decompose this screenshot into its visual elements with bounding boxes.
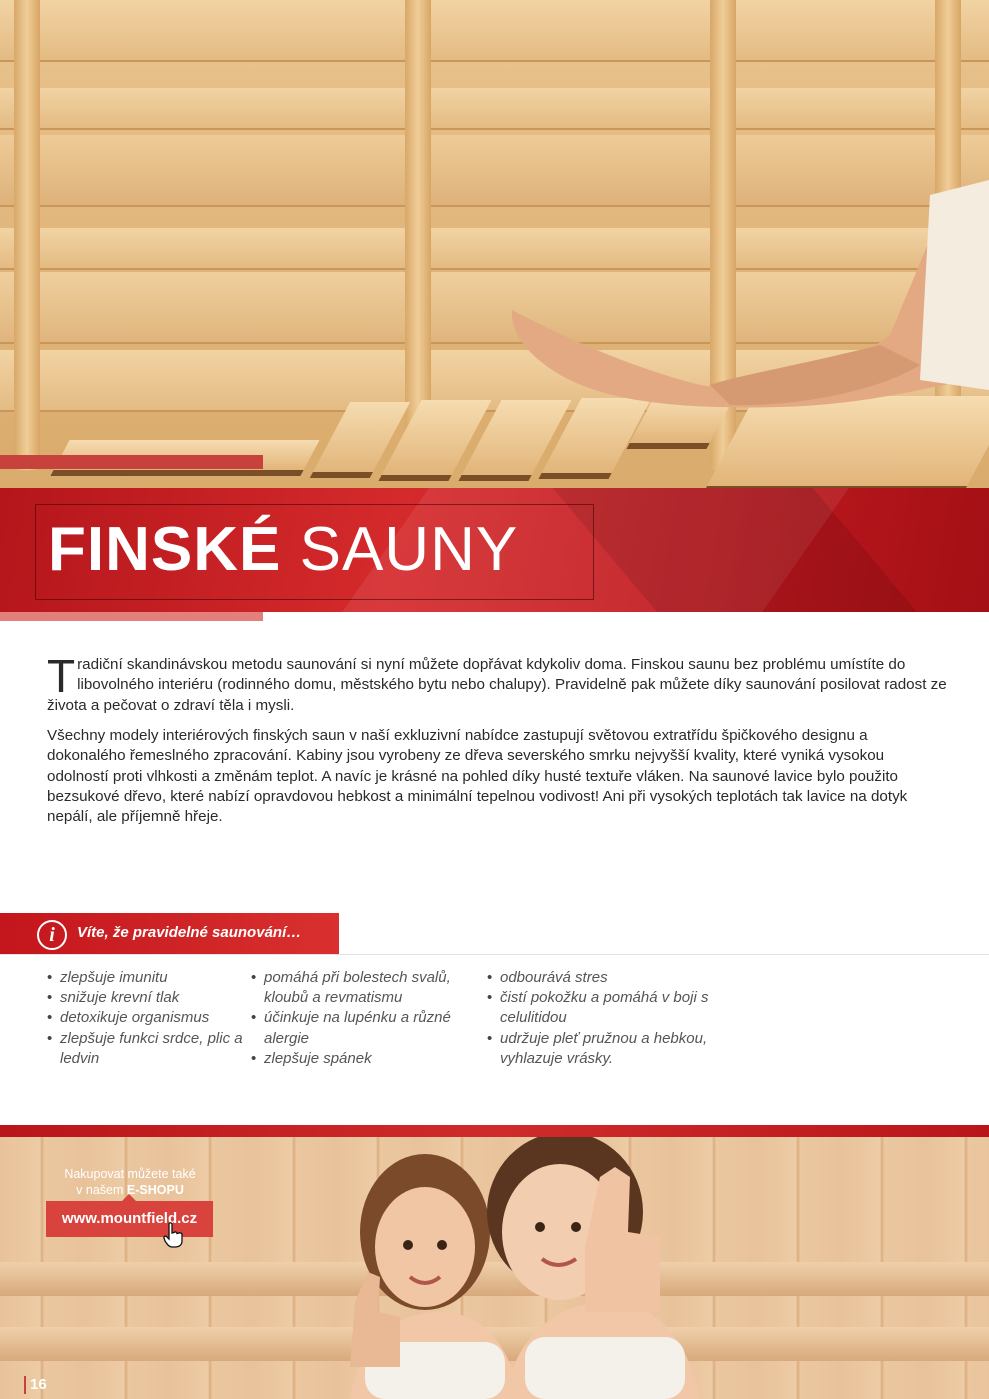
intro-text: radiční skandinávskou metodu saunování si nyní můžete dopřávat kdykoliv doma. Finskou saunu bez problému umístíte do libovolného interiéru (rodinného domu, městského bytu nebo chalupy). Pravidelně pak můžete díky saunování posilovat radost ze života a pečovat o zdraví těla i mysli. xyxy=(47,656,947,714)
accent-strip xyxy=(0,612,263,621)
list-item: • zlepšuje imunitu xyxy=(47,968,247,988)
intro-paragraph xyxy=(47,650,947,716)
body-paragraph: Všechny modely interiérových finských saun v naší exkluzivní nabídce zastupují světovou extratřídu špičkového designu a dokonalého řemeslného zpracování. Kabiny jsou vyrobeny ze dřeva severského smrku nejvyšší kvality, které vyniká vysokou odolností proti vlhkosti a změnám teplot. A navíc je krásné na pohled díky husté textuře vláken. Na saunové lavice bylo použito bezsukové dřevo, které nabízí opravdovou hebkost a minimální tepelnou vodivost! Ani při vysokých teplotách tak lavice na dotyk nepálí, ale příjemně hřeje. xyxy=(47,727,908,826)
list-item: • detoxikuje organismus xyxy=(47,1008,247,1028)
list-item: • účinkuje na lupénku a různé alergie xyxy=(251,1008,481,1048)
benefits-column-3 xyxy=(487,968,747,1069)
info-header xyxy=(0,913,339,955)
bottom-accent-bar xyxy=(0,1125,989,1137)
page-number: 16 xyxy=(24,1376,47,1394)
children-illustration xyxy=(330,1137,750,1399)
drop-cap: T xyxy=(47,650,76,702)
eshop-note-prefix: v našem xyxy=(76,1183,124,1197)
eshop-note-line1: Nakupovat můžete také xyxy=(64,1167,196,1181)
title-light: SAUNY xyxy=(299,515,519,584)
list-item: • snižuje krevní tlak xyxy=(47,988,247,1008)
divider xyxy=(0,954,989,955)
list-item: • odbourává stres xyxy=(487,968,747,988)
page-title xyxy=(48,510,518,590)
benefits-column-1 xyxy=(47,968,247,1069)
list-item: • udržuje pleť pružnou a hebkou, vyhlazuje vrásky. xyxy=(487,1029,747,1069)
info-icon: i xyxy=(37,920,67,950)
list-item: • zlepšuje funkci srdce, plic a ledvin xyxy=(47,1029,247,1069)
hand-pointer-icon xyxy=(163,1222,185,1248)
list-item: • pomáhá při bolestech svalů, kloubů a revmatismu xyxy=(251,968,481,1008)
hero-sauna-photo xyxy=(0,0,989,490)
eshop-link-button[interactable]: www.mountfield.cz xyxy=(46,1201,213,1237)
list-item: • zlepšuje spánek xyxy=(251,1049,481,1069)
list-item: • čistí pokožku a pomáhá v boji s celulitidou xyxy=(487,988,747,1028)
legs-illustration xyxy=(500,175,989,425)
info-title: Víte, že pravidelné saunování… xyxy=(77,924,302,941)
title-bold: FINSKÉ xyxy=(48,515,282,584)
eshop-note-strong: E-SHOPU xyxy=(126,1183,184,1197)
title-banner xyxy=(0,488,989,612)
benefits-column-2 xyxy=(251,968,481,1069)
